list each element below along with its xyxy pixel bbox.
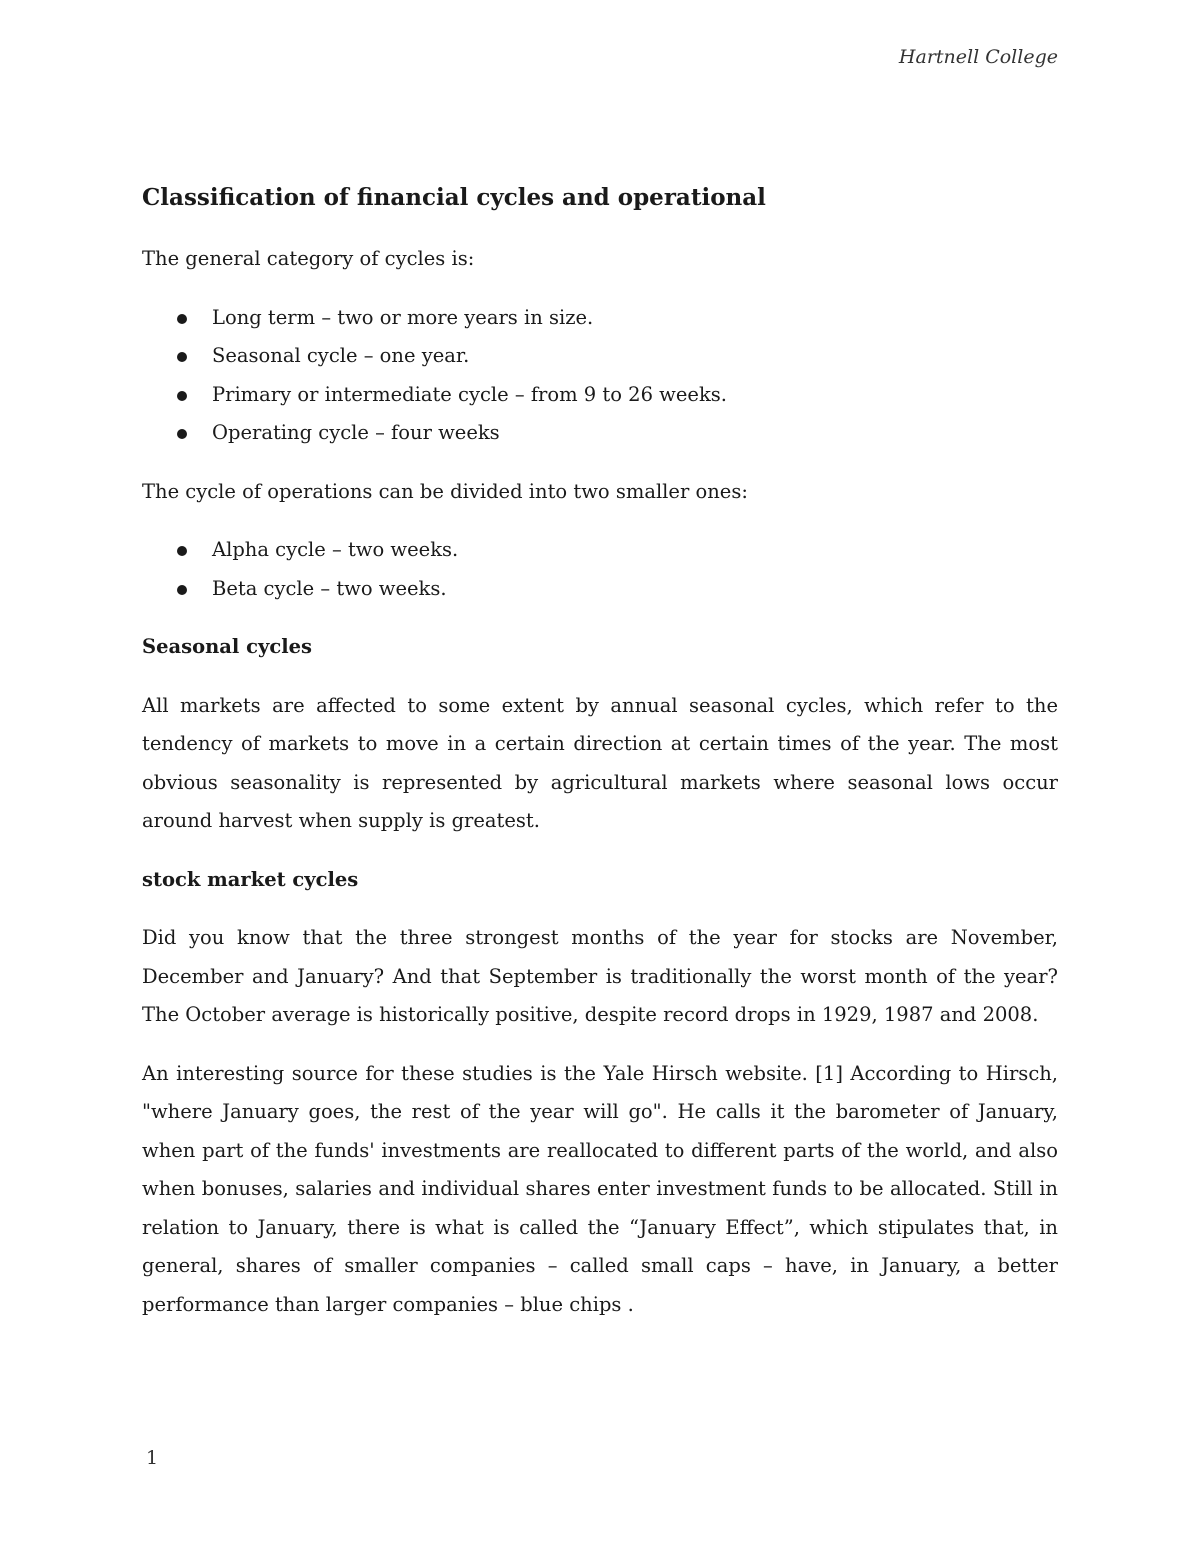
list-item-text: Alpha cycle – two weeks.: [212, 538, 459, 561]
document-body: [142, 178, 1058, 1344]
list-item: [142, 337, 1058, 376]
list-item: [142, 299, 1058, 338]
stock-paragraph-2: An interesting source for these studies is the Yale Hirsch website. [1] According to Hirsch, "where January goes, the rest of the year will go". He calls it the barometer of January, when part of the funds' investments are reallocated to different parts of the world, and also when bonuses, salaries and individual shares enter investment funds to be allocated. Still in relation to January, there is what is called the “January Effect”, which stipulates that, in general, shares of smaller companies – called small caps – have, in January, a better performance than larger companies – blue chips .: [142, 1061, 1058, 1316]
list-item-text: Long term – two or more years in size.: [212, 305, 594, 329]
stock-heading: stock market cycles: [142, 867, 359, 891]
bullet-icon: [177, 585, 187, 595]
list-item: [142, 531, 1058, 570]
bullet-icon: [177, 429, 187, 439]
bullet-icon: [177, 352, 187, 362]
list-item-text: Beta cycle – two weeks.: [212, 576, 447, 600]
stock-paragraph-1: Did you know that the three strongest months of the year for stocks are November, December and January? And that September is traditionally the worst month of the year? The October average is historically positive, despite record drops in 1929, 1987 and 2008.: [142, 926, 1058, 1026]
list-item-text: Primary or intermediate cycle – from 9 to 26 weeks.: [212, 382, 727, 406]
bullet-icon: [177, 314, 187, 324]
list-item-text: Seasonal cycle – one year.: [212, 344, 470, 367]
list-item-text: Operating cycle – four weeks: [212, 421, 500, 444]
seasonal-paragraph: All markets are affected to some extent by annual seasonal cycles, which refer to the tendency of markets to move in a certain direction at certain times of the year. The most obvious seasonality is represented by agricultural markets where seasonal lows occur around harvest when supply is greatest.: [142, 693, 1058, 832]
page-number: 1: [146, 1447, 159, 1469]
bullet-icon: [177, 546, 187, 556]
general-cycles-list: [142, 299, 1058, 453]
document-title: Classification of financial cycles and operational: [142, 184, 766, 211]
operations-cycles-list: [142, 531, 1058, 608]
header-institution: Hartnell College: [898, 46, 1058, 68]
list-item: [142, 414, 1058, 453]
seasonal-heading: Seasonal cycles: [142, 635, 312, 658]
intro-paragraph: The general category of cycles is:: [142, 247, 475, 270]
list-item: [142, 570, 1058, 609]
bullet-icon: [177, 391, 187, 401]
operations-intro-paragraph: The cycle of operations can be divided into two smaller ones:: [142, 479, 748, 503]
list-item: [142, 376, 1058, 415]
